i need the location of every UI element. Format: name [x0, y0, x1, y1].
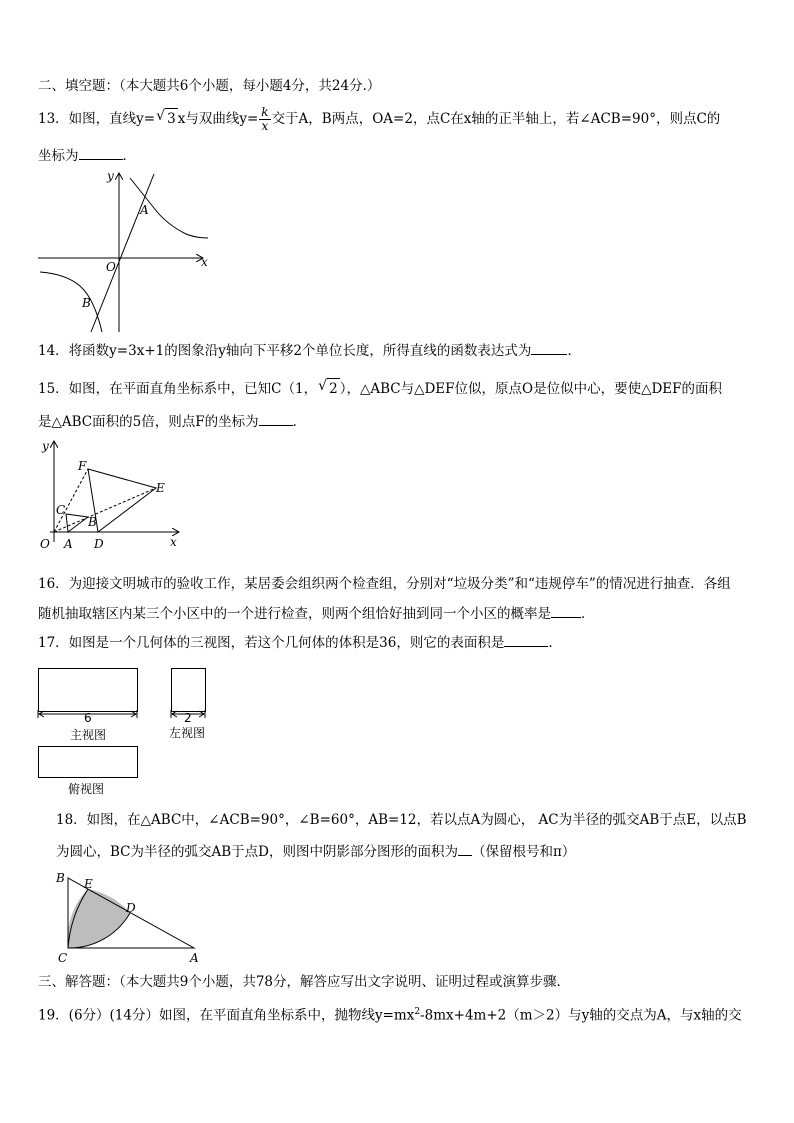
q16-line1: 16．为迎接文明城市的验收工作，某居委会组织两个检查组，分别对“垃圾分类”和“违规停车”的情况进行抽查．各组	[38, 576, 731, 592]
answer-blank	[79, 147, 123, 160]
front-view-dim-label: 6	[84, 711, 92, 725]
answer-blank	[458, 843, 472, 856]
q13-label-y: y	[107, 169, 114, 183]
q13-label-A: A	[140, 203, 149, 217]
q15-label-B: B	[88, 515, 97, 529]
answer-blank	[259, 413, 293, 426]
q18-line1: 18．如图，在△ABC中，∠ACB=90°，∠B=60°，AB=12，若以点A为圆心， AC为半径的弧交AB于点E，以点B	[56, 812, 747, 828]
fraction-k-over-x: $\frac{k}{x}$	[261, 105, 269, 133]
q14-line: 14．将函数y=3x+1的图象沿y轴向下平移2个单位长度，所得直线的函数表达式为 ．	[38, 343, 581, 359]
shaded-region	[67, 889, 130, 948]
section2-heading: 二、填空题：（本大题共6个小题，每小题4分，共24分.）	[38, 78, 381, 94]
q15-figure	[36, 436, 186, 554]
q15-line1: 15．如图，在平面直角坐标系中，已知C（1，√ 2 ），△ABC与△DEF位似，原点O是位似中心，要使△DEF的面积	[38, 378, 722, 399]
q18-label-E: E	[84, 877, 93, 891]
q15-label-x: x	[170, 535, 177, 549]
superscript-2: 2	[414, 1007, 421, 1017]
q15-label-F: F	[78, 459, 87, 473]
triangle-DEF	[88, 469, 156, 532]
q15-label-y: y	[42, 439, 49, 453]
q16-line2: 随机抽取辖区内某三个小区中的一个进行检查，则两个组恰好抽到同一个小区的概率是 ．	[38, 606, 595, 622]
answer-blank	[531, 342, 567, 355]
q15-label-C: C	[56, 503, 66, 517]
top-view-rect	[38, 746, 138, 778]
q18-label-A: A	[190, 951, 199, 965]
q13-hyperbola-lower	[40, 272, 102, 332]
section3-heading: 三、解答题：（本大题共9个小题，共78分，解答应写出文字说明、证明过程或演算步骤．	[38, 974, 571, 990]
q19-line1: 19．(6分）(14分）如图，在平面直角坐标系中，抛物线$y=mx^2-8mx+4m+2(m>2)$与y轴的交点为A，与x轴的交	[38, 1007, 742, 1024]
front-view-rect	[38, 668, 138, 712]
q15-label-E: E	[156, 481, 165, 495]
left-view-dim-label: 2	[184, 711, 192, 725]
q13-label-B: B	[82, 296, 91, 310]
q18-figure	[54, 870, 204, 966]
q18-label-C: C	[58, 951, 68, 965]
answer-blank	[504, 634, 548, 647]
q15-dash-OE	[54, 488, 156, 532]
q18-label-B: B	[56, 871, 65, 885]
sqrt-3: √ 3	[165, 108, 178, 129]
q13-figure	[36, 168, 212, 334]
triangle-ABC	[66, 514, 88, 532]
q18-line2: 为圆心，BC为半径的弧交AB于点D，则图中阴影部分图形的面积为 （保留根号和π）	[56, 844, 576, 860]
q15-label-O: O	[40, 537, 50, 551]
q17-line: 17．如图是一个几何体的三视图，若这个几何体的体积是36，则它的表面积是 .	[38, 635, 553, 651]
q13-line	[91, 174, 154, 332]
q15-line2: 是△ABC面积的5倍，则点F的坐标为 ．	[38, 414, 307, 430]
q13-line1: 13．如图，直线y=√ 3 x与双曲线y= $\frac{k}{x}$ 交于A，B两点，OA=2，点C在x轴的正半轴上，若∠ACB=90°，则点C的	[38, 106, 720, 133]
q15-dash-OF	[54, 469, 88, 532]
front-view-caption: 主视图	[70, 728, 107, 742]
q18-label-D: D	[126, 901, 136, 915]
q13-label-x: x	[201, 255, 208, 269]
q15-label-A: A	[64, 537, 73, 551]
left-view-caption: 左视图	[169, 726, 206, 740]
top-view-caption: 俯视图	[68, 782, 105, 796]
answer-blank	[551, 605, 581, 618]
q13-label-O: O	[106, 260, 116, 274]
q15-label-D: D	[94, 537, 104, 551]
q13-line2: 坐标为 ．	[38, 148, 136, 164]
left-view-rect	[171, 668, 206, 712]
sqrt-2: √ 2	[327, 378, 340, 399]
